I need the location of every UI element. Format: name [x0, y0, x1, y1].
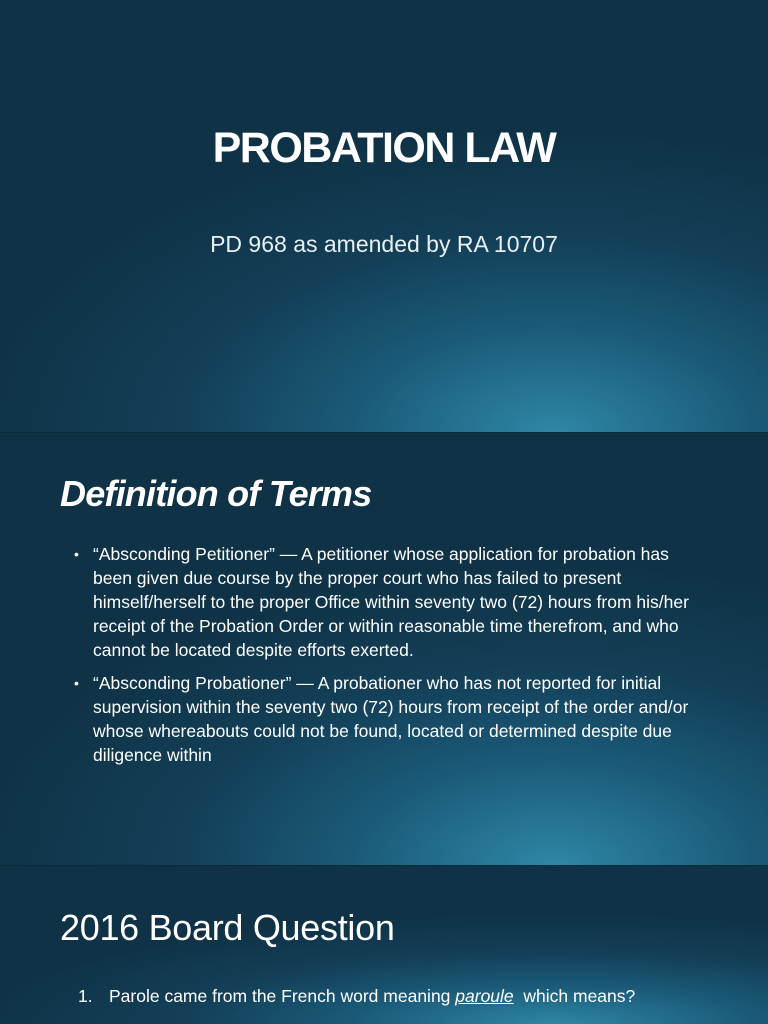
slide-definitions: [0, 433, 768, 865]
definition-text: “Absconding Petitioner” — A petitioner whose application for probation has been given due course by the proper court who has failed to present himself/herself to the proper Office within seventy two (72) hours from his/her receipt of the Probation Order or within reasonable time therefrom, and who cannot be located despite efforts exerted.: [93, 544, 689, 660]
definition-text: “Absconding Probationer” — A probationer who has not reported for initial supervision within the seventy two (72) hours from receipt of the order and/or whose whereabouts could not be found, located or determined despite due diligence within: [93, 673, 689, 765]
list-item: [74, 671, 694, 767]
slide-title: [0, 0, 768, 432]
board-question-heading: 2016 Board Question: [60, 907, 395, 948]
slide-title-heading: PROBATION LAW: [212, 124, 556, 172]
definitions-list: [74, 542, 694, 776]
list-item: [74, 542, 694, 662]
slide-subtitle: PD 968 as amended by RA 10707: [210, 231, 558, 257]
slide-board-question: [0, 866, 768, 1024]
question-text-after: which means?: [513, 986, 636, 1006]
bullet-icon: •: [74, 546, 79, 562]
definitions-heading: Definition of Terms: [60, 473, 372, 514]
bullet-icon: •: [74, 675, 79, 691]
question-list: [78, 984, 718, 1008]
question-emphasis: paroule: [455, 986, 514, 1006]
question-text-before: Parole came from the French word meaning: [109, 986, 456, 1006]
list-item: [78, 984, 718, 1008]
question-number: 1.: [78, 986, 93, 1006]
